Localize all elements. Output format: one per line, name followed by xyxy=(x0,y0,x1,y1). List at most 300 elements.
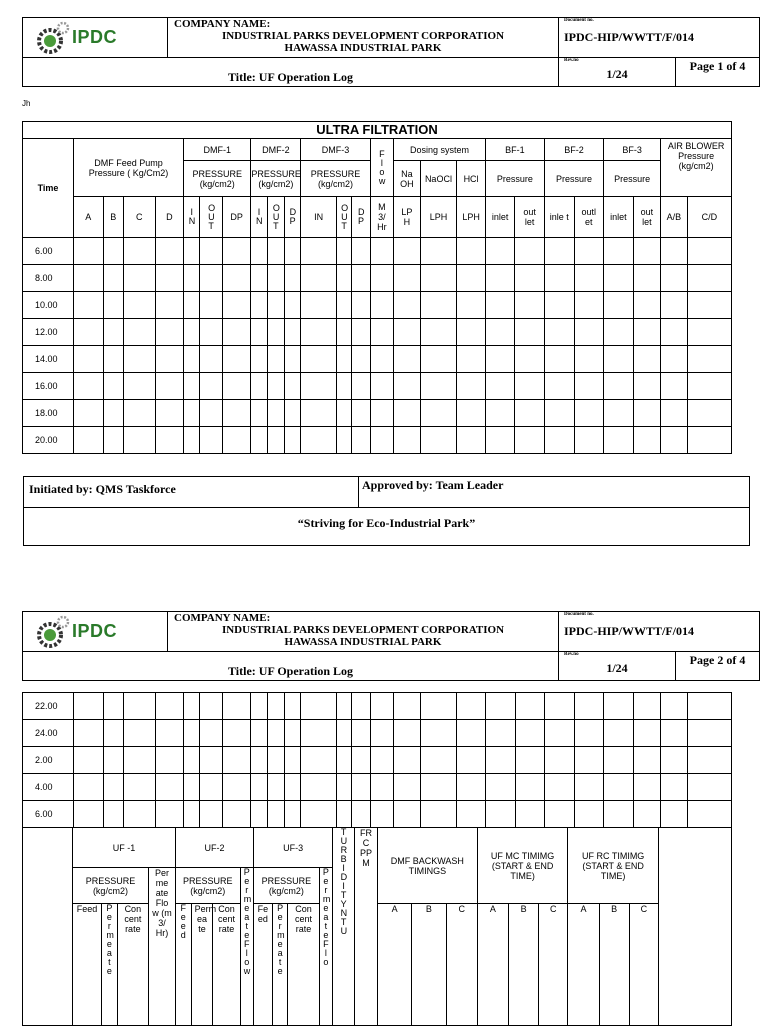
entry-cell[interactable] xyxy=(633,265,661,292)
entry-cell[interactable] xyxy=(337,693,352,720)
entry-cell[interactable] xyxy=(485,265,515,292)
entry-cell[interactable] xyxy=(370,747,393,774)
entry-cell[interactable] xyxy=(420,292,457,319)
entry-cell[interactable] xyxy=(687,319,731,346)
entry-cell[interactable] xyxy=(515,292,545,319)
entry-cell[interactable] xyxy=(123,720,155,747)
entry-cell[interactable] xyxy=(267,265,284,292)
entry-cell[interactable] xyxy=(574,238,604,265)
entry-cell[interactable] xyxy=(604,346,634,373)
entry-cell[interactable] xyxy=(420,801,457,828)
entry-cell[interactable] xyxy=(267,373,284,400)
entry-cell[interactable] xyxy=(200,427,222,454)
entry-cell[interactable] xyxy=(251,238,267,265)
entry-cell[interactable] xyxy=(352,373,370,400)
entry-cell[interactable] xyxy=(661,747,688,774)
entry-cell[interactable] xyxy=(222,292,251,319)
entry-cell[interactable] xyxy=(604,265,634,292)
entry-cell[interactable] xyxy=(604,319,634,346)
entry-cell[interactable] xyxy=(457,292,486,319)
entry-cell[interactable] xyxy=(337,801,352,828)
entry-cell[interactable] xyxy=(267,693,284,720)
entry-cell[interactable] xyxy=(394,720,421,747)
entry-cell[interactable] xyxy=(184,319,200,346)
entry-cell[interactable] xyxy=(267,319,284,346)
entry-cell[interactable] xyxy=(394,774,421,801)
entry-cell[interactable] xyxy=(337,747,352,774)
entry-cell[interactable] xyxy=(457,774,486,801)
entry-cell[interactable] xyxy=(301,801,337,828)
entry-cell[interactable] xyxy=(73,373,103,400)
entry-cell[interactable] xyxy=(222,319,251,346)
entry-cell[interactable] xyxy=(370,373,393,400)
entry-cell[interactable] xyxy=(301,747,337,774)
entry-cell[interactable] xyxy=(370,292,393,319)
entry-cell[interactable] xyxy=(184,720,200,747)
entry-cell[interactable] xyxy=(155,747,184,774)
entry-cell[interactable] xyxy=(661,801,688,828)
entry-cell[interactable] xyxy=(184,774,200,801)
entry-cell[interactable] xyxy=(222,774,251,801)
entry-cell[interactable] xyxy=(515,319,545,346)
entry-cell[interactable] xyxy=(394,747,421,774)
entry-cell[interactable] xyxy=(73,265,103,292)
entry-cell[interactable] xyxy=(420,400,457,427)
entry-cell[interactable] xyxy=(420,693,457,720)
entry-cell[interactable] xyxy=(123,238,155,265)
entry-cell[interactable] xyxy=(486,774,516,801)
entry-cell[interactable] xyxy=(661,400,688,427)
entry-cell[interactable] xyxy=(251,292,267,319)
entry-cell[interactable] xyxy=(200,693,222,720)
entry-cell[interactable] xyxy=(486,747,516,774)
entry-cell[interactable] xyxy=(604,400,634,427)
entry-cell[interactable] xyxy=(687,346,731,373)
entry-cell[interactable] xyxy=(285,720,301,747)
entry-cell[interactable] xyxy=(352,238,370,265)
entry-cell[interactable] xyxy=(457,427,486,454)
entry-cell[interactable] xyxy=(155,238,184,265)
entry-cell[interactable] xyxy=(352,265,370,292)
entry-cell[interactable] xyxy=(574,319,604,346)
entry-cell[interactable] xyxy=(200,346,222,373)
entry-cell[interactable] xyxy=(515,720,545,747)
entry-cell[interactable] xyxy=(73,427,103,454)
entry-cell[interactable] xyxy=(155,265,184,292)
entry-cell[interactable] xyxy=(103,265,123,292)
entry-cell[interactable] xyxy=(687,238,731,265)
entry-cell[interactable] xyxy=(200,373,222,400)
entry-cell[interactable] xyxy=(457,693,486,720)
entry-cell[interactable] xyxy=(103,292,123,319)
entry-cell[interactable] xyxy=(687,265,731,292)
entry-cell[interactable] xyxy=(352,319,370,346)
entry-cell[interactable] xyxy=(200,801,222,828)
entry-cell[interactable] xyxy=(486,720,516,747)
entry-cell[interactable] xyxy=(155,373,184,400)
entry-cell[interactable] xyxy=(103,400,123,427)
entry-cell[interactable] xyxy=(370,693,393,720)
entry-cell[interactable] xyxy=(352,693,370,720)
entry-cell[interactable] xyxy=(394,265,421,292)
entry-cell[interactable] xyxy=(352,400,370,427)
entry-cell[interactable] xyxy=(301,693,337,720)
entry-cell[interactable] xyxy=(73,292,103,319)
entry-cell[interactable] xyxy=(352,801,370,828)
entry-cell[interactable] xyxy=(123,400,155,427)
entry-cell[interactable] xyxy=(544,400,574,427)
entry-cell[interactable] xyxy=(545,747,575,774)
entry-cell[interactable] xyxy=(337,373,352,400)
entry-cell[interactable] xyxy=(486,693,516,720)
entry-cell[interactable] xyxy=(184,747,200,774)
entry-cell[interactable] xyxy=(155,319,184,346)
entry-cell[interactable] xyxy=(394,292,421,319)
entry-cell[interactable] xyxy=(251,774,267,801)
entry-cell[interactable] xyxy=(370,801,393,828)
entry-cell[interactable] xyxy=(574,400,604,427)
entry-cell[interactable] xyxy=(687,720,731,747)
entry-cell[interactable] xyxy=(73,238,103,265)
entry-cell[interactable] xyxy=(73,346,103,373)
entry-cell[interactable] xyxy=(200,774,222,801)
entry-cell[interactable] xyxy=(485,238,515,265)
entry-cell[interactable] xyxy=(352,774,370,801)
entry-cell[interactable] xyxy=(352,427,370,454)
entry-cell[interactable] xyxy=(267,238,284,265)
entry-cell[interactable] xyxy=(184,427,200,454)
entry-cell[interactable] xyxy=(251,265,267,292)
entry-cell[interactable] xyxy=(515,346,545,373)
entry-cell[interactable] xyxy=(267,747,284,774)
entry-cell[interactable] xyxy=(123,801,155,828)
entry-cell[interactable] xyxy=(574,774,604,801)
entry-cell[interactable] xyxy=(633,346,661,373)
entry-cell[interactable] xyxy=(633,292,661,319)
entry-cell[interactable] xyxy=(661,373,688,400)
entry-cell[interactable] xyxy=(370,400,393,427)
entry-cell[interactable] xyxy=(687,292,731,319)
entry-cell[interactable] xyxy=(267,400,284,427)
entry-cell[interactable] xyxy=(222,373,251,400)
entry-cell[interactable] xyxy=(184,801,200,828)
entry-cell[interactable] xyxy=(485,373,515,400)
entry-cell[interactable] xyxy=(352,346,370,373)
entry-cell[interactable] xyxy=(633,801,661,828)
entry-cell[interactable] xyxy=(285,292,301,319)
entry-cell[interactable] xyxy=(574,747,604,774)
entry-cell[interactable] xyxy=(545,801,575,828)
entry-cell[interactable] xyxy=(200,400,222,427)
entry-cell[interactable] xyxy=(457,747,486,774)
entry-cell[interactable] xyxy=(515,747,545,774)
entry-cell[interactable] xyxy=(285,238,301,265)
entry-cell[interactable] xyxy=(515,774,545,801)
entry-cell[interactable] xyxy=(285,319,301,346)
entry-cell[interactable] xyxy=(394,693,421,720)
entry-cell[interactable] xyxy=(267,292,284,319)
entry-cell[interactable] xyxy=(457,400,486,427)
entry-cell[interactable] xyxy=(544,427,574,454)
entry-cell[interactable] xyxy=(222,427,251,454)
entry-cell[interactable] xyxy=(604,427,634,454)
entry-cell[interactable] xyxy=(301,265,337,292)
entry-cell[interactable] xyxy=(301,346,337,373)
entry-cell[interactable] xyxy=(420,720,457,747)
entry-cell[interactable] xyxy=(251,427,267,454)
entry-cell[interactable] xyxy=(661,292,688,319)
entry-cell[interactable] xyxy=(352,747,370,774)
entry-cell[interactable] xyxy=(337,319,352,346)
entry-cell[interactable] xyxy=(123,373,155,400)
entry-cell[interactable] xyxy=(352,292,370,319)
entry-cell[interactable] xyxy=(285,747,301,774)
entry-cell[interactable] xyxy=(74,774,104,801)
entry-cell[interactable] xyxy=(574,693,604,720)
entry-cell[interactable] xyxy=(687,747,731,774)
entry-cell[interactable] xyxy=(123,693,155,720)
entry-cell[interactable] xyxy=(633,238,661,265)
entry-cell[interactable] xyxy=(337,427,352,454)
entry-cell[interactable] xyxy=(574,427,604,454)
entry-cell[interactable] xyxy=(574,346,604,373)
entry-cell[interactable] xyxy=(337,238,352,265)
entry-cell[interactable] xyxy=(337,292,352,319)
entry-cell[interactable] xyxy=(301,400,337,427)
entry-cell[interactable] xyxy=(545,693,575,720)
entry-cell[interactable] xyxy=(301,238,337,265)
entry-cell[interactable] xyxy=(200,747,222,774)
entry-cell[interactable] xyxy=(633,693,661,720)
entry-cell[interactable] xyxy=(604,774,634,801)
entry-cell[interactable] xyxy=(604,720,634,747)
entry-cell[interactable] xyxy=(661,238,688,265)
entry-cell[interactable] xyxy=(370,427,393,454)
entry-cell[interactable] xyxy=(155,346,184,373)
entry-cell[interactable] xyxy=(155,720,184,747)
entry-cell[interactable] xyxy=(370,346,393,373)
entry-cell[interactable] xyxy=(515,693,545,720)
entry-cell[interactable] xyxy=(687,801,731,828)
entry-cell[interactable] xyxy=(222,400,251,427)
entry-cell[interactable] xyxy=(574,292,604,319)
entry-cell[interactable] xyxy=(103,747,123,774)
entry-cell[interactable] xyxy=(604,292,634,319)
entry-cell[interactable] xyxy=(544,292,574,319)
entry-cell[interactable] xyxy=(222,346,251,373)
entry-cell[interactable] xyxy=(200,292,222,319)
entry-cell[interactable] xyxy=(155,693,184,720)
entry-cell[interactable] xyxy=(574,265,604,292)
entry-cell[interactable] xyxy=(184,346,200,373)
entry-cell[interactable] xyxy=(485,400,515,427)
entry-cell[interactable] xyxy=(457,801,486,828)
entry-cell[interactable] xyxy=(574,373,604,400)
entry-cell[interactable] xyxy=(267,801,284,828)
entry-cell[interactable] xyxy=(394,427,421,454)
entry-cell[interactable] xyxy=(251,373,267,400)
entry-cell[interactable] xyxy=(515,427,545,454)
entry-cell[interactable] xyxy=(687,427,731,454)
entry-cell[interactable] xyxy=(604,693,634,720)
entry-cell[interactable] xyxy=(544,319,574,346)
entry-cell[interactable] xyxy=(394,400,421,427)
entry-cell[interactable] xyxy=(155,801,184,828)
entry-cell[interactable] xyxy=(545,720,575,747)
entry-cell[interactable] xyxy=(604,238,634,265)
entry-cell[interactable] xyxy=(222,720,251,747)
entry-cell[interactable] xyxy=(184,238,200,265)
entry-cell[interactable] xyxy=(337,720,352,747)
entry-cell[interactable] xyxy=(103,720,123,747)
entry-cell[interactable] xyxy=(103,774,123,801)
entry-cell[interactable] xyxy=(74,801,104,828)
entry-cell[interactable] xyxy=(545,774,575,801)
entry-cell[interactable] xyxy=(267,346,284,373)
entry-cell[interactable] xyxy=(574,720,604,747)
entry-cell[interactable] xyxy=(661,693,688,720)
entry-cell[interactable] xyxy=(420,238,457,265)
entry-cell[interactable] xyxy=(457,720,486,747)
entry-cell[interactable] xyxy=(420,319,457,346)
entry-cell[interactable] xyxy=(200,238,222,265)
entry-cell[interactable] xyxy=(544,265,574,292)
entry-cell[interactable] xyxy=(661,319,688,346)
entry-cell[interactable] xyxy=(420,373,457,400)
entry-cell[interactable] xyxy=(103,693,123,720)
entry-cell[interactable] xyxy=(184,265,200,292)
entry-cell[interactable] xyxy=(661,720,688,747)
entry-cell[interactable] xyxy=(394,801,421,828)
entry-cell[interactable] xyxy=(485,319,515,346)
entry-cell[interactable] xyxy=(184,373,200,400)
entry-cell[interactable] xyxy=(103,346,123,373)
entry-cell[interactable] xyxy=(337,774,352,801)
entry-cell[interactable] xyxy=(73,319,103,346)
entry-cell[interactable] xyxy=(251,319,267,346)
entry-cell[interactable] xyxy=(370,265,393,292)
entry-cell[interactable] xyxy=(420,427,457,454)
entry-cell[interactable] xyxy=(285,265,301,292)
entry-cell[interactable] xyxy=(301,292,337,319)
entry-cell[interactable] xyxy=(301,774,337,801)
entry-cell[interactable] xyxy=(633,774,661,801)
entry-cell[interactable] xyxy=(337,346,352,373)
entry-cell[interactable] xyxy=(285,373,301,400)
entry-cell[interactable] xyxy=(337,265,352,292)
entry-cell[interactable] xyxy=(301,373,337,400)
entry-cell[interactable] xyxy=(337,400,352,427)
entry-cell[interactable] xyxy=(687,373,731,400)
entry-cell[interactable] xyxy=(103,319,123,346)
entry-cell[interactable] xyxy=(687,693,731,720)
entry-cell[interactable] xyxy=(301,427,337,454)
entry-cell[interactable] xyxy=(155,427,184,454)
entry-cell[interactable] xyxy=(74,720,104,747)
entry-cell[interactable] xyxy=(515,265,545,292)
entry-cell[interactable] xyxy=(604,747,634,774)
entry-cell[interactable] xyxy=(103,801,123,828)
entry-cell[interactable] xyxy=(352,720,370,747)
entry-cell[interactable] xyxy=(222,801,251,828)
entry-cell[interactable] xyxy=(103,427,123,454)
entry-cell[interactable] xyxy=(661,427,688,454)
entry-cell[interactable] xyxy=(633,747,661,774)
entry-cell[interactable] xyxy=(267,427,284,454)
entry-cell[interactable] xyxy=(661,265,688,292)
entry-cell[interactable] xyxy=(633,373,661,400)
entry-cell[interactable] xyxy=(485,346,515,373)
entry-cell[interactable] xyxy=(123,346,155,373)
entry-cell[interactable] xyxy=(515,400,545,427)
entry-cell[interactable] xyxy=(370,238,393,265)
entry-cell[interactable] xyxy=(457,319,486,346)
entry-cell[interactable] xyxy=(251,720,267,747)
entry-cell[interactable] xyxy=(394,319,421,346)
entry-cell[interactable] xyxy=(544,238,574,265)
entry-cell[interactable] xyxy=(123,747,155,774)
entry-cell[interactable] xyxy=(420,747,457,774)
entry-cell[interactable] xyxy=(222,265,251,292)
entry-cell[interactable] xyxy=(285,346,301,373)
entry-cell[interactable] xyxy=(633,319,661,346)
entry-cell[interactable] xyxy=(515,801,545,828)
entry-cell[interactable] xyxy=(251,400,267,427)
entry-cell[interactable] xyxy=(251,346,267,373)
entry-cell[interactable] xyxy=(420,265,457,292)
entry-cell[interactable] xyxy=(370,774,393,801)
entry-cell[interactable] xyxy=(661,774,688,801)
entry-cell[interactable] xyxy=(370,720,393,747)
entry-cell[interactable] xyxy=(123,265,155,292)
entry-cell[interactable] xyxy=(485,292,515,319)
entry-cell[interactable] xyxy=(184,292,200,319)
entry-cell[interactable] xyxy=(394,373,421,400)
entry-cell[interactable] xyxy=(222,238,251,265)
entry-cell[interactable] xyxy=(301,720,337,747)
entry-cell[interactable] xyxy=(184,693,200,720)
entry-cell[interactable] xyxy=(155,774,184,801)
entry-cell[interactable] xyxy=(267,720,284,747)
entry-cell[interactable] xyxy=(687,774,731,801)
entry-cell[interactable] xyxy=(604,801,634,828)
entry-cell[interactable] xyxy=(604,373,634,400)
entry-cell[interactable] xyxy=(420,346,457,373)
entry-cell[interactable] xyxy=(251,801,267,828)
entry-cell[interactable] xyxy=(285,400,301,427)
entry-cell[interactable] xyxy=(420,774,457,801)
entry-cell[interactable] xyxy=(200,265,222,292)
entry-cell[interactable] xyxy=(123,774,155,801)
entry-cell[interactable] xyxy=(222,693,251,720)
entry-cell[interactable] xyxy=(661,346,688,373)
entry-cell[interactable] xyxy=(457,238,486,265)
entry-cell[interactable] xyxy=(301,319,337,346)
entry-cell[interactable] xyxy=(103,238,123,265)
entry-cell[interactable] xyxy=(123,292,155,319)
entry-cell[interactable] xyxy=(73,400,103,427)
entry-cell[interactable] xyxy=(200,720,222,747)
entry-cell[interactable] xyxy=(285,774,301,801)
entry-cell[interactable] xyxy=(123,427,155,454)
entry-cell[interactable] xyxy=(155,400,184,427)
entry-cell[interactable] xyxy=(394,238,421,265)
entry-cell[interactable] xyxy=(74,693,104,720)
entry-cell[interactable] xyxy=(485,427,515,454)
entry-cell[interactable] xyxy=(155,292,184,319)
entry-cell[interactable] xyxy=(633,427,661,454)
entry-cell[interactable] xyxy=(457,373,486,400)
